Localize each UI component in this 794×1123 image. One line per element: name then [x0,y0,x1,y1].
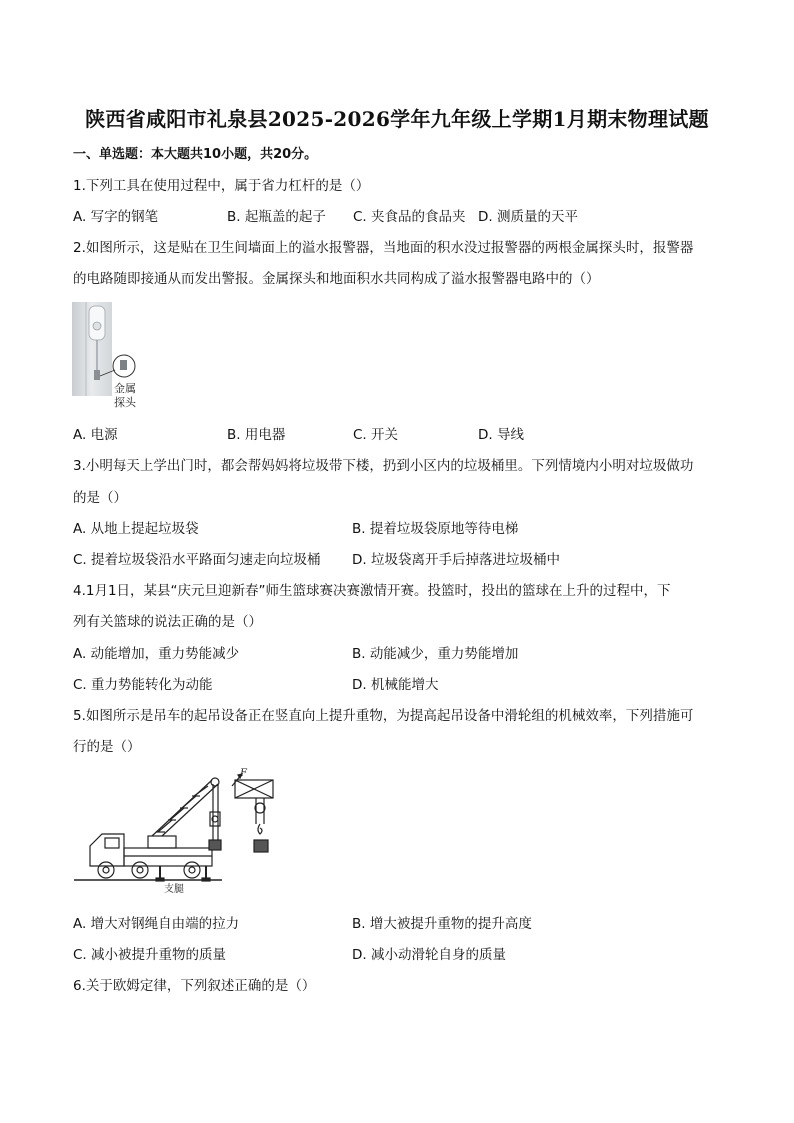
q5-option-d: D. 减小动滑轮自身的质量 [352,947,506,963]
q5-option-b: B. 增大被提升重物的提升高度 [352,916,532,932]
section-heading: 一、单选题：本大题共10小题，共20分。 [73,147,318,162]
question-6-stem: 6.关于欧姆定律，下列叙述正确的是（） [73,978,316,994]
question-4-stem-line2: 列有关篮球的说法正确的是（） [73,614,262,630]
q4-option-b: B. 动能减少，重力势能增加 [352,646,519,662]
question-1-stem: 1.下列工具在使用过程中，属于省力杠杆的是（） [73,178,370,194]
q4-option-a: A. 动能增加，重力势能减少 [73,646,240,662]
q3-option-a: A. 从地上提起垃圾袋 [73,521,199,537]
q1-option-c: C. 夹食品的食品夹 [353,209,466,225]
force-label: F [240,768,247,779]
q1-option-b: B. 起瓶盖的起子 [227,209,326,225]
q5-option-a: A. 增大对钢绳自由端的拉力 [73,916,240,932]
q4-option-c: C. 重力势能转化为动能 [73,677,213,693]
question-3-stem-line2: 的是（） [73,490,127,506]
q4-option-d: D. 机械能增大 [352,677,439,693]
question-4-stem-line1: 4.1月1日，某县“庆元旦迎新春”师生篮球赛决赛激情开赛。投篮时，投出的篮球在上升的过程中，下 [73,583,671,599]
crane-drawing [72,768,292,898]
page-title: 陕西省咸阳市礼泉县2025-2026学年九年级上学期1月期末物理试题 [85,107,709,131]
overflow-alarm-drawing [72,300,152,412]
question-5-stem-line1: 5.如图所示是吊车的起吊设备正在竖直向上提升重物，为提高起吊设备中滑轮组的机械效率，下列措施可 [73,708,694,724]
q5-option-c: C. 减小被提升重物的质量 [73,947,227,963]
probe-label-line1: 金属 [114,382,136,395]
overflow-alarm-figure [72,300,152,412]
question-3-stem-line1: 3.小明每天上学出门时，都会帮妈妈将垃圾带下楼，扔到小区内的垃圾桶里。下列情境内小明对垃圾做功 [73,458,694,474]
q1-option-a: A. 写字的钢笔 [73,209,159,225]
probe-label-line2: 探头 [114,396,136,409]
q2-option-d: D. 导线 [478,427,524,443]
question-2-stem-line1: 2.如图所示，这是贴在卫生间墙面上的溢水报警器，当地面的积水没过报警器的两根金属探头时，报警器 [73,240,694,256]
q3-option-d: D. 垃圾袋离开手后掉落进垃圾桶中 [352,552,560,568]
q2-option-b: B. 用电器 [227,427,286,443]
q3-option-c: C. 提着垃圾袋沿水平路面匀速走向垃圾桶 [73,552,321,568]
crane-figure [72,768,292,898]
q3-option-b: B. 提着垃圾袋原地等待电梯 [352,521,519,537]
q2-option-c: C. 开关 [353,427,399,443]
q1-option-d: D. 测质量的天平 [478,209,578,225]
q2-option-a: A. 电源 [73,427,118,443]
outrigger-label: 支腿 [164,884,184,895]
question-2-stem-line2: 的电路随即接通从而发出警报。金属探头和地面积水共同构成了溢水报警器电路中的（） [73,271,600,287]
question-5-stem-line2: 行的是（） [73,739,141,755]
